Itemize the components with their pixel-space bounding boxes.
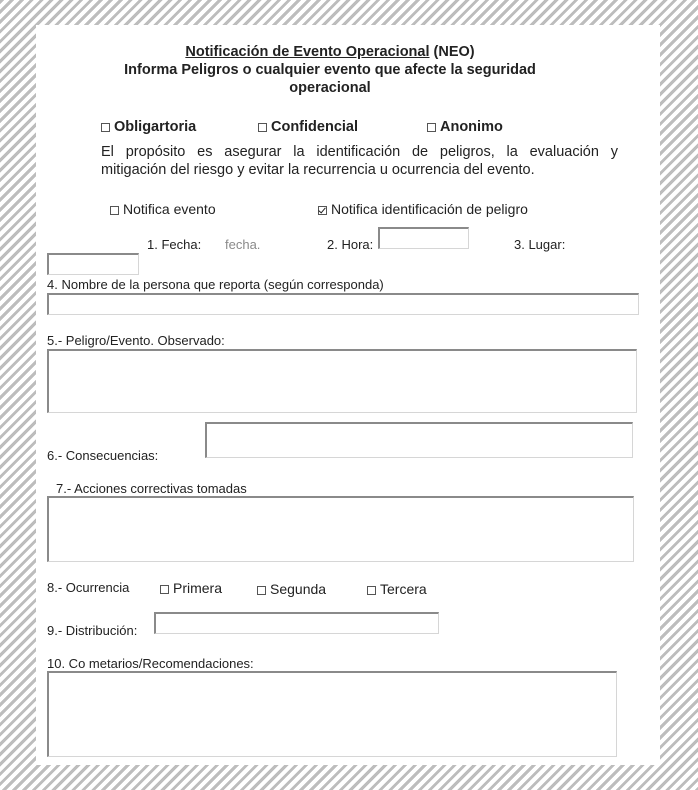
comments-label: 10. Co metarios/Recomendaciones: xyxy=(47,656,254,671)
form-subtitle-line1: Informa Peligros o cualquier evento que afecte la seguridad xyxy=(124,62,536,78)
checkbox-occurrence-third-label: Tercera xyxy=(380,581,427,597)
checkbox-notify-event-label: Notifica evento xyxy=(123,201,216,217)
actions-label: 7.- Acciones correctivas tomadas xyxy=(56,481,247,496)
purpose-line1: El propósito es asegurar la identificación de peligros, la evaluación y xyxy=(101,144,618,160)
distribution-label: 9.- Distribución: xyxy=(47,623,138,638)
checkbox-anonymous[interactable] xyxy=(427,119,503,135)
form-subtitle-line2: operacional xyxy=(289,80,371,96)
time-input[interactable] xyxy=(378,227,469,249)
checkbox-box[interactable] xyxy=(427,123,436,132)
time-label: 2. Hora: xyxy=(327,237,374,252)
form-title xyxy=(0,43,660,61)
checkbox-box[interactable] xyxy=(367,586,376,595)
reporter-input[interactable] xyxy=(47,293,639,315)
checkbox-notify-hazard[interactable] xyxy=(318,201,528,217)
checkbox-mandatory-label: Obligartoria xyxy=(114,119,197,135)
place-label: 3. Lugar: xyxy=(514,237,566,252)
checkbox-box[interactable] xyxy=(101,123,110,132)
date-input[interactable]: fecha. xyxy=(225,237,261,252)
checkbox-occurrence-first-label: Primera xyxy=(173,580,223,596)
checkbox-anonymous-label: Anonimo xyxy=(440,119,503,135)
checkbox-occurrence-second-label: Segunda xyxy=(270,581,327,597)
place-input[interactable] xyxy=(47,253,139,275)
comments-textarea[interactable] xyxy=(47,671,617,757)
checkbox-confidential-label: Confidencial xyxy=(271,119,359,135)
checkbox-box[interactable] xyxy=(258,123,267,132)
consequences-textarea[interactable] xyxy=(205,422,633,458)
hazard-textarea[interactable] xyxy=(47,349,637,413)
distribution-input[interactable] xyxy=(154,612,439,634)
occurrence-label: 8.- Ocurrencia xyxy=(47,580,130,595)
checkbox-box-checked[interactable] xyxy=(318,206,327,215)
consequences-label: 6.- Consecuencias: xyxy=(47,448,159,463)
checkbox-box[interactable] xyxy=(257,586,266,595)
checkbox-box[interactable] xyxy=(110,206,119,215)
reporter-label: 4. Nombre de la persona que reporta (según corresponda) xyxy=(47,277,384,292)
checkbox-mandatory[interactable] xyxy=(101,119,196,135)
form-title-suffix: (NEO) xyxy=(433,44,475,60)
checkbox-occurrence-third[interactable] xyxy=(367,581,427,597)
checkbox-occurrence-second[interactable] xyxy=(257,581,326,597)
checkbox-box[interactable] xyxy=(160,585,169,594)
form-title-main: Notificación de Evento Operacional xyxy=(185,44,430,60)
checkbox-notify-hazard-label: Notifica identificación de peligro xyxy=(331,201,528,217)
date-label: 1. Fecha: xyxy=(147,237,202,252)
checkbox-confidential[interactable] xyxy=(258,119,358,135)
purpose-line2: mitigación del riesgo y evitar la recurrencia u ocurrencia del evento. xyxy=(101,162,535,178)
checkbox-occurrence-first[interactable] xyxy=(160,580,222,596)
hazard-label: 5.- Peligro/Evento. Observado: xyxy=(47,333,225,348)
checkbox-notify-event[interactable] xyxy=(110,201,216,217)
actions-textarea[interactable] xyxy=(47,496,634,562)
